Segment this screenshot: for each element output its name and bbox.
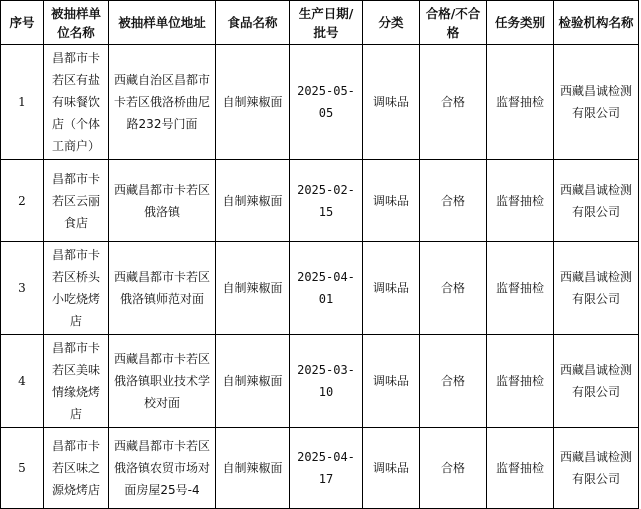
cell-index: 4 bbox=[1, 335, 44, 428]
header-category: 分类 bbox=[363, 1, 420, 45]
cell-agency: 西藏昌诚检测有限公司 bbox=[554, 428, 639, 509]
cell-task-type: 监督抽检 bbox=[487, 160, 554, 242]
cell-food-name: 自制辣椒面 bbox=[216, 335, 290, 428]
header-index: 序号 bbox=[1, 1, 44, 45]
cell-unit-address: 西藏昌都市卡若区俄洛镇职业技术学校对面 bbox=[109, 335, 216, 428]
cell-task-type: 监督抽检 bbox=[487, 45, 554, 160]
cell-index: 2 bbox=[1, 160, 44, 242]
cell-production-date: 2025-04-17 bbox=[290, 428, 363, 509]
cell-unit-name: 昌都市卡若区云丽食店 bbox=[44, 160, 109, 242]
cell-result: 合格 bbox=[420, 335, 487, 428]
header-result: 合格/不合格 bbox=[420, 1, 487, 45]
cell-food-name: 自制辣椒面 bbox=[216, 160, 290, 242]
cell-index: 3 bbox=[1, 242, 44, 335]
header-unit-address: 被抽样单位地址 bbox=[109, 1, 216, 45]
cell-index: 1 bbox=[1, 45, 44, 160]
cell-agency: 西藏昌诚检测有限公司 bbox=[554, 242, 639, 335]
cell-agency: 西藏昌诚检测有限公司 bbox=[554, 45, 639, 160]
cell-unit-name: 昌都市卡若区有盐有味餐饮店（个体工商户） bbox=[44, 45, 109, 160]
cell-unit-address: 西藏昌都市卡若区俄洛镇师范对面 bbox=[109, 242, 216, 335]
cell-food-name: 自制辣椒面 bbox=[216, 428, 290, 509]
table-header-row bbox=[1, 1, 639, 45]
cell-result: 合格 bbox=[420, 160, 487, 242]
cell-unit-address: 西藏昌都市卡若区俄洛镇 bbox=[109, 160, 216, 242]
cell-unit-address: 西藏自治区昌都市卡若区俄洛桥曲尼路232号门面 bbox=[109, 45, 216, 160]
table-row bbox=[1, 428, 639, 509]
cell-task-type: 监督抽检 bbox=[487, 335, 554, 428]
cell-unit-name: 昌都市卡若区美味情缘烧烤店 bbox=[44, 335, 109, 428]
cell-category: 调味品 bbox=[363, 160, 420, 242]
cell-result: 合格 bbox=[420, 45, 487, 160]
cell-production-date: 2025-02-15 bbox=[290, 160, 363, 242]
header-unit-name: 被抽样单位名称 bbox=[44, 1, 109, 45]
cell-agency: 西藏昌诚检测有限公司 bbox=[554, 335, 639, 428]
cell-unit-address: 西藏昌都市卡若区俄洛镇农贸市场对面房屋25号-4 bbox=[109, 428, 216, 509]
cell-result: 合格 bbox=[420, 428, 487, 509]
cell-category: 调味品 bbox=[363, 242, 420, 335]
cell-index: 5 bbox=[1, 428, 44, 509]
table-row bbox=[1, 242, 639, 335]
cell-agency: 西藏昌诚检测有限公司 bbox=[554, 160, 639, 242]
header-agency: 检验机构名称 bbox=[554, 1, 639, 45]
header-production-date: 生产日期/批号 bbox=[290, 1, 363, 45]
cell-task-type: 监督抽检 bbox=[487, 242, 554, 335]
cell-food-name: 自制辣椒面 bbox=[216, 45, 290, 160]
cell-production-date: 2025-03-10 bbox=[290, 335, 363, 428]
cell-unit-name: 昌都市卡若区桥头小吃烧烤店 bbox=[44, 242, 109, 335]
cell-production-date: 2025-05-05 bbox=[290, 45, 363, 160]
header-task-type: 任务类别 bbox=[487, 1, 554, 45]
cell-production-date: 2025-04-01 bbox=[290, 242, 363, 335]
header-food-name: 食品名称 bbox=[216, 1, 290, 45]
cell-task-type: 监督抽检 bbox=[487, 428, 554, 509]
cell-category: 调味品 bbox=[363, 428, 420, 509]
cell-unit-name: 昌都市卡若区味之源烧烤店 bbox=[44, 428, 109, 509]
cell-food-name: 自制辣椒面 bbox=[216, 242, 290, 335]
cell-category: 调味品 bbox=[363, 335, 420, 428]
table-row bbox=[1, 160, 639, 242]
cell-result: 合格 bbox=[420, 242, 487, 335]
table-row bbox=[1, 45, 639, 160]
cell-category: 调味品 bbox=[363, 45, 420, 160]
table-row bbox=[1, 335, 639, 428]
